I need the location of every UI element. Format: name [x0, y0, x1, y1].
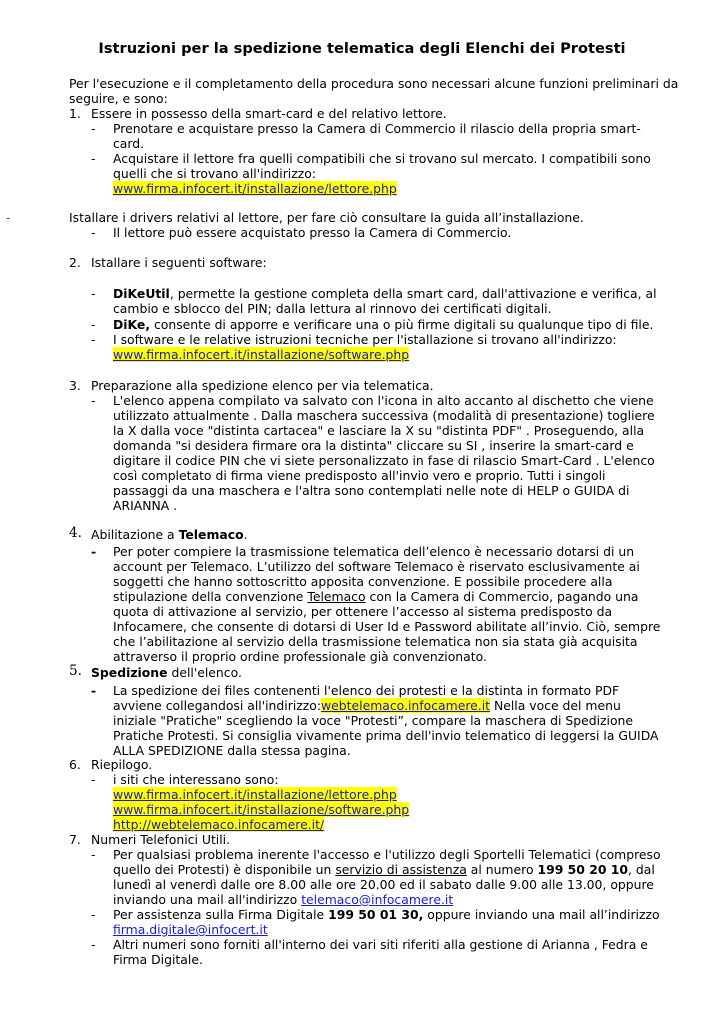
summary-link-webtelemaco[interactable]: http://webtelemaco.infocamere.it/ [113, 817, 325, 832]
section-2-number: 2. [69, 255, 81, 270]
section-1-heading: Essere in possesso della smart-card e del relativo lettore. [91, 106, 447, 121]
section-2-bullet-2 [113, 317, 663, 332]
section-7-bullet-3: Altri numeri sono forniti all'interno dei vari siti riferiti alla gestione di Arianna , Fedra e Firma Digitale. [113, 937, 648, 967]
firma-phone-number: 199 50 01 30, [328, 907, 424, 922]
section-3-heading: Preparazione alla spedizione elenco per via telematica. [91, 378, 434, 393]
section-4-heading [91, 527, 671, 542]
dike-label: DiKe, [113, 317, 151, 332]
section-5-text-b: Nella voce del menu iniziale "Pratiche" scegliendo la voce "Protesti”, compare la maschera di Spedizione Pratiche Protesti. Si consiglia vivamente prima dell'invio telematico di leggersi la GUIDA ALLA SPEDIZIONE dalla stessa pagina. [113, 698, 659, 758]
bullet-dash: - [91, 847, 96, 862]
section-5-number: 5. [69, 663, 82, 679]
section-4-heading-end: . [243, 527, 248, 542]
software-link[interactable]: www.firma.infocert.it/installazione/software.php [113, 347, 410, 362]
spedizione-label: Spedizione [91, 665, 168, 680]
webtelemaco-link[interactable]: webtelemaco.infocamere.it [321, 698, 490, 713]
bullet-dash: - [91, 683, 97, 698]
section-7-text-b: al numero [466, 862, 538, 877]
margin-dash: - [6, 210, 11, 225]
bullet-dash: - [91, 907, 96, 922]
section-7-text-c: , dal lunedì al venerdì dalle ore 8.00 alle ore 20.00 ed il sabato dalle 9.00 alle 13.00, oppure inviando una mail all'indirizzo [113, 862, 655, 907]
section-6-number: 6. [69, 757, 81, 772]
section-7-b2-text-a: Per assistenza sulla Firma Digitale [113, 907, 329, 922]
drivers-paragraph: Istallare i drivers relativi al lettore, per fare ciò consultare la guida all’installazione. [69, 210, 584, 225]
section-1-bullet-2 [113, 151, 663, 196]
section-2-bullet-3-text: I software e le relative istruzioni tecniche per l'istallazione si trovano all'indirizzo: [113, 332, 617, 347]
section-4-text-b: con la Camera di Commercio, pagando una quota di attivazione al servizio, per ottenere l’accesso al sistema predisposto da Infocamere, che consente di dotarsi di User Id e Password abilitate all’invio. Ciò, sempre che l’abilitazione al servizio della trasmissione telematica non sia stata già acquisita attraverso il proprio ordine professionale già convenzionato. [113, 589, 661, 664]
section-5-heading-rest: dell'elenco. [167, 665, 242, 680]
section-5-text-a: La spedizione dei files contenenti l'elenco dei protesti e la distinta in formato PDF avviene collegandosi all'indirizzo: [113, 683, 620, 713]
section-7-bullet-2 [113, 907, 663, 937]
section-1-number: 1. [69, 106, 81, 121]
dike-description: consente di apporre e verificare una o più firme digitali su qualunque tipo di file. [150, 317, 654, 332]
section-7-bullet-1 [113, 847, 663, 907]
intro-paragraph: Per l'esecuzione e il completamento della procedura sono necessari alcune funzioni preliminari da seguire, e sono: [69, 76, 679, 106]
firma-email-link[interactable]: firma.digitale@infocert.it [113, 922, 268, 937]
telemaco-email-link[interactable]: telemaco@infocamere.it [301, 892, 454, 907]
dikeutil-label: DiKeUtil [113, 286, 170, 301]
section-4-bullet-1 [113, 544, 663, 664]
bullet-dash: - [91, 332, 96, 347]
section-3-bullet-1: L'elenco appena compilato va salvato con l'icona in alto accanto al dischetto che viene utilizzato attualmente . Dalla maschera successiva (modalità di presentazione) togliere la X dalla voce "distinta cartacea" e lasciare la X su "distinta PDF" . Proseguendo, alla domanda "si desidera firmare ora la distinta" cliccare su SI , inserire la smart-card e digitare il codice PIN che vi siete personalizzato in fase di rilascio Smart-Card . L'elenco così completato di firma viene predisposto all'invio vero e proprio. Tutti i singoli passaggi da una maschera e l'altra sono contemplati nelle note di HELP o GUIDA di ARIANNA . [113, 393, 655, 513]
section-1-bullet-1: Prenotare e acquistare presso la Camera di Commercio il rilascio della propria smart-card. [113, 121, 641, 151]
bullet-dash: - [91, 317, 96, 332]
section-4-number: 4. [69, 525, 82, 541]
section-1-bullet-2-text: Acquistare il lettore fra quelli compatibili che si trovano sul mercato. I compatibili sono quelli che si trovano all'indirizzo: [113, 151, 651, 181]
dikeutil-description: , permette la gestione completa della smart card, dall'attivazione e verifica, al cambio e sblocco del PIN; dalla lettura al rinnovo dei certificati digitali. [113, 286, 657, 316]
page-title: Istruzioni per la spedizione telematica degli Elenchi dei Protesti [98, 40, 626, 57]
telemaco-underlined: Telemaco [307, 589, 366, 604]
section-3-number: 3. [69, 378, 81, 393]
bullet-dash: - [91, 393, 96, 408]
section-6-bullet-1 [113, 772, 663, 832]
summary-link-software[interactable]: www.firma.infocert.it/installazione/software.php [113, 802, 410, 817]
section-2-bullet-3 [113, 332, 663, 362]
section-7-number: 7. [69, 832, 81, 847]
bullet-dash: - [91, 121, 96, 136]
section-5-heading [91, 665, 671, 680]
section-6-bullet-text: i siti che interessano sono: [113, 772, 279, 787]
lettore-link[interactable]: www.firma.infocert.it/installazione/lettore.php [113, 181, 397, 196]
section-2-bullet-1 [113, 286, 663, 316]
section-7-heading: Numeri Telefonici Utili. [91, 832, 231, 847]
bullet-dash: - [91, 544, 97, 559]
bullet-dash: - [91, 772, 96, 787]
bullet-dash: - [91, 151, 96, 166]
drivers-bullet-1: Il lettore può essere acquistato presso la Camera di Commercio. [113, 225, 512, 240]
bullet-dash: - [91, 225, 96, 240]
summary-link-lettore[interactable]: www.firma.infocert.it/installazione/lettore.php [113, 787, 397, 802]
bullet-dash: - [91, 937, 96, 952]
assistance-service-text: servizio di assistenza [335, 862, 467, 877]
section-6-heading: Riepilogo. [91, 757, 153, 772]
bullet-dash: - [91, 286, 96, 301]
section-4-heading-text: Abilitazione a [91, 527, 179, 542]
telemaco-label: Telemaco [178, 527, 244, 542]
section-4-text-a: Per poter compiere la trasmissione telematica dell’elenco è necessario dotarsi di un account per Telemaco. L’utilizzo del software Telemaco è riservato esclusivamente ai soggetti che hanno sottoscritto apposita convenzione. E possibile procedere alla stipulazione della convenzione [113, 544, 640, 604]
section-7-b2-text-b: oppure inviando una mail all’indirizzo [423, 907, 660, 922]
telemaco-phone-number: 199 50 20 10 [537, 862, 629, 877]
section-2-heading: Istallare i seguenti software: [91, 255, 267, 270]
section-7-text-a: Per qualsiasi problema inerente l'accesso e l'utilizzo degli Sportelli Telematici (compreso quello dei Protesti) è disponibile un [113, 847, 661, 877]
section-5-bullet-1 [113, 683, 663, 758]
